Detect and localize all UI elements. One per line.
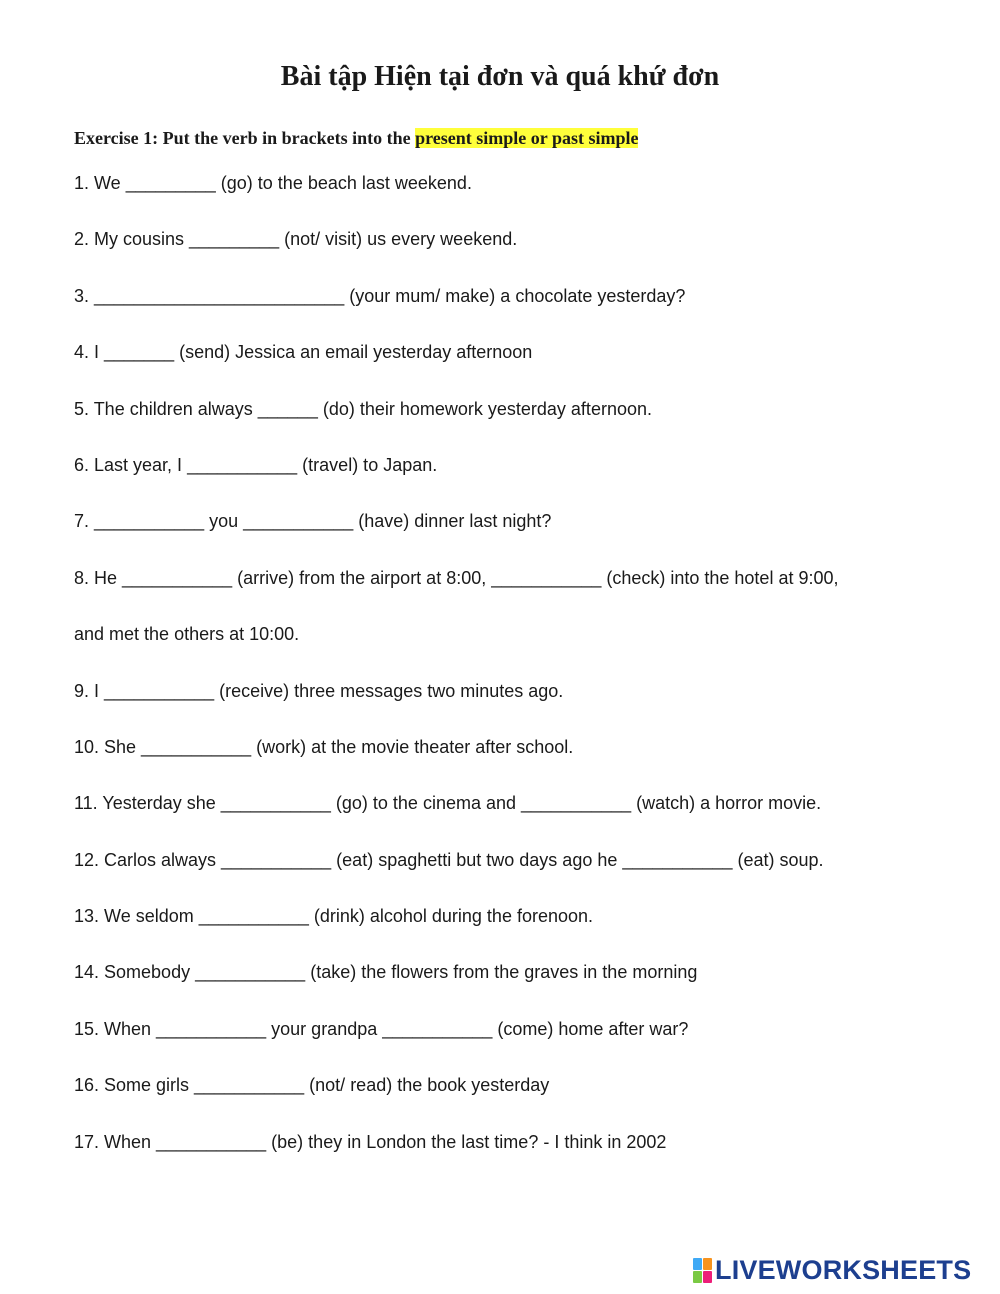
question-11: 11. Yesterday she ___________ (go) to the cinema and ___________ (watch) a horror movie. (74, 793, 822, 814)
question-13: 13. We seldom ___________ (drink) alcohol during the forenoon. (74, 906, 594, 927)
question-4: 4. I _______ (send) Jessica an email yesterday afternoon (74, 342, 533, 363)
question-1: 1. We _________ (go) to the beach last weekend. (74, 173, 472, 193)
question-12: 12. Carlos always ___________ (eat) spaghetti but two days ago he ___________ (eat) soup. (74, 849, 824, 870)
logo-square-3 (693, 1271, 702, 1283)
question-14: 14. Somebody ___________ (take) the flowers from the graves in the morning (74, 962, 698, 983)
liveworksheets-logo-icon (693, 1258, 712, 1283)
logo-square-1 (693, 1258, 702, 1270)
question-2: 2. My cousins _________ (not/ visit) us every weekend. (74, 229, 518, 250)
question-17: 17. When ___________ (be) they in London the last time? - I think in 2002 (74, 1131, 667, 1152)
question-15: 15. When ___________ your grandpa ___________ (come) home after war? (74, 1018, 689, 1039)
question-16: 16. Some girls ___________ (not/ read) the book yesterday (74, 1075, 550, 1096)
question-6: 6. Last year, I ___________ (travel) to Japan. (74, 454, 438, 475)
question-10: 10. She ___________ (work) at the movie theater after school. (74, 736, 574, 757)
question-9: 9. I ___________ (receive) three messages two minutes ago. (74, 680, 564, 701)
logo-text: LIVEWORKSHEETS (715, 1255, 972, 1285)
liveworksheets-logo (693, 1255, 971, 1285)
question-7: 7. ___________ you ___________ (have) dinner last night? (74, 511, 552, 532)
logo-square-2 (703, 1258, 712, 1270)
worksheet-title: Bài tập Hiện tại đơn và quá khứ đơn (280, 61, 720, 92)
instruction-lead: Exercise 1: Put the verb in brackets into the (74, 128, 416, 148)
question-list (74, 171, 954, 1186)
instruction-highlight: present simple or past simple (415, 128, 639, 148)
question-5: 5. The children always ______ (do) their homework yesterday afternoon. (74, 398, 652, 419)
exercise-instruction (74, 126, 638, 150)
question-3: 3. _________________________ (your mum/ make) a chocolate yesterday? (74, 285, 686, 306)
question-8: 8. He ___________ (arrive) from the airport at 8:00, ___________ (check) into the hotel at 9:00, (74, 567, 839, 588)
logo-square-4 (703, 1271, 712, 1283)
question-8-continued: and met the others at 10:00. (74, 624, 300, 645)
